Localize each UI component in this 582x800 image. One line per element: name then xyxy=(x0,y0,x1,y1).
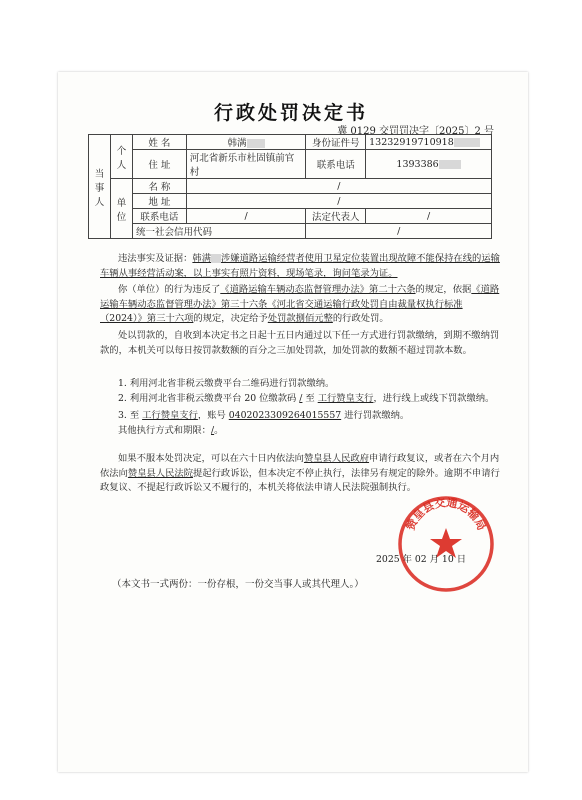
document-number: 冀 0129 交罚罚决字〔2025〕2 号 xyxy=(337,126,494,137)
unit-label-cell: 单位 xyxy=(110,179,132,239)
payment-options xyxy=(100,377,500,438)
payment-paragraph: 处以罚款的，自收到本决定书之日起十五日内通过以下任一方式进行罚款缴纳，到期不缴纳罚款的，本机关可以每日按罚款数额的百分之三加处罚款，加处罚款的数额不超过罚款本数。 xyxy=(100,330,500,356)
unit-phone-label: 联系电话 xyxy=(132,209,186,224)
party-label-cell: 当事人 xyxy=(89,135,111,239)
appeal-paragraph: 如果不服本处罚决定，可以在六十日内依法向赞皇县人民政府申请行政复议，或者在六个月内依法向赞皇县人民法院提起行政诉讼，但本决定不停止执行，法律另有规定的除外。逾期不申请行政复议、不提起行政诉讼又不履行的，本机关将依法申请人民法院强制执行。 xyxy=(100,453,500,494)
id-value: 13232919710918 xyxy=(366,135,492,150)
document-title: 行政处罚决定书 xyxy=(213,102,368,124)
credit-code-label: 统一社会信用代码 xyxy=(132,224,305,239)
unit-phone-value: / xyxy=(186,209,306,224)
address-label: 住 址 xyxy=(132,150,186,179)
individual-label-cell: 个人 xyxy=(110,135,132,179)
svg-text:赞皇县交通运输局: 赞皇县交通运输局 xyxy=(403,496,489,533)
legal-rep-label: 法定代表人 xyxy=(306,209,366,224)
name-label: 姓 名 xyxy=(132,135,186,150)
id-label: 身份证件号 xyxy=(306,135,366,150)
credit-code-value: / xyxy=(306,224,492,239)
unit-address-value: / xyxy=(186,194,491,209)
phone-value: 1393386 xyxy=(366,150,492,179)
unit-address-label: 地 址 xyxy=(132,194,186,209)
phone-label: 联系电话 xyxy=(306,150,366,179)
payment-option-3: 3. 至 工行赞皇支行，账号 0402023309264015557 进行罚款缴纳。 xyxy=(118,410,410,422)
document-date: 2025 年 02 月 10 日 xyxy=(376,554,466,565)
official-seal xyxy=(396,494,496,594)
document-footer-note: （本文书一式两份：一份存根，一份交当事人或其代理人。） xyxy=(112,579,364,590)
unit-name-value: / xyxy=(186,179,491,194)
violation-paragraph: 你（单位）的行为违反了《道路运输车辆动态监督管理办法》第二十六条的规定，依据《道路运输车辆动态监督管理办法》第三十六条《河北省交通运输行政处罚自由裁量权执行标准（2024）》第三十六项的规定，决定给予处罚款捌佰元整的行政处罚。 xyxy=(100,284,500,325)
party-info-table xyxy=(88,134,492,239)
facts-paragraph: 违法事实及证据：韩满 涉嫌道路运输经营者使用卫星定位装置出现故障不能保持在线的运输车辆从事经营活动案，以上事实有照片资料，现场笔录，询问笔录为证。 xyxy=(100,253,500,279)
name-value: 韩满 xyxy=(186,135,306,150)
legal-rep-value: / xyxy=(366,209,492,224)
unit-name-label: 名 称 xyxy=(132,179,186,194)
address-value: 河北省新乐市杜固镇前官村 xyxy=(186,150,306,179)
payment-option-1: 1. 利用河北省非税云缴费平台二维码进行罚款缴纳。 xyxy=(118,378,335,389)
payment-option-2: 2. 利用河北省非税云缴费平台 20 位缴款码 / 至 工行赞皇支行，进行线上或线下罚款缴纳。 xyxy=(118,392,495,404)
other-method: 其他执行方式和期限：/。 xyxy=(118,424,224,436)
